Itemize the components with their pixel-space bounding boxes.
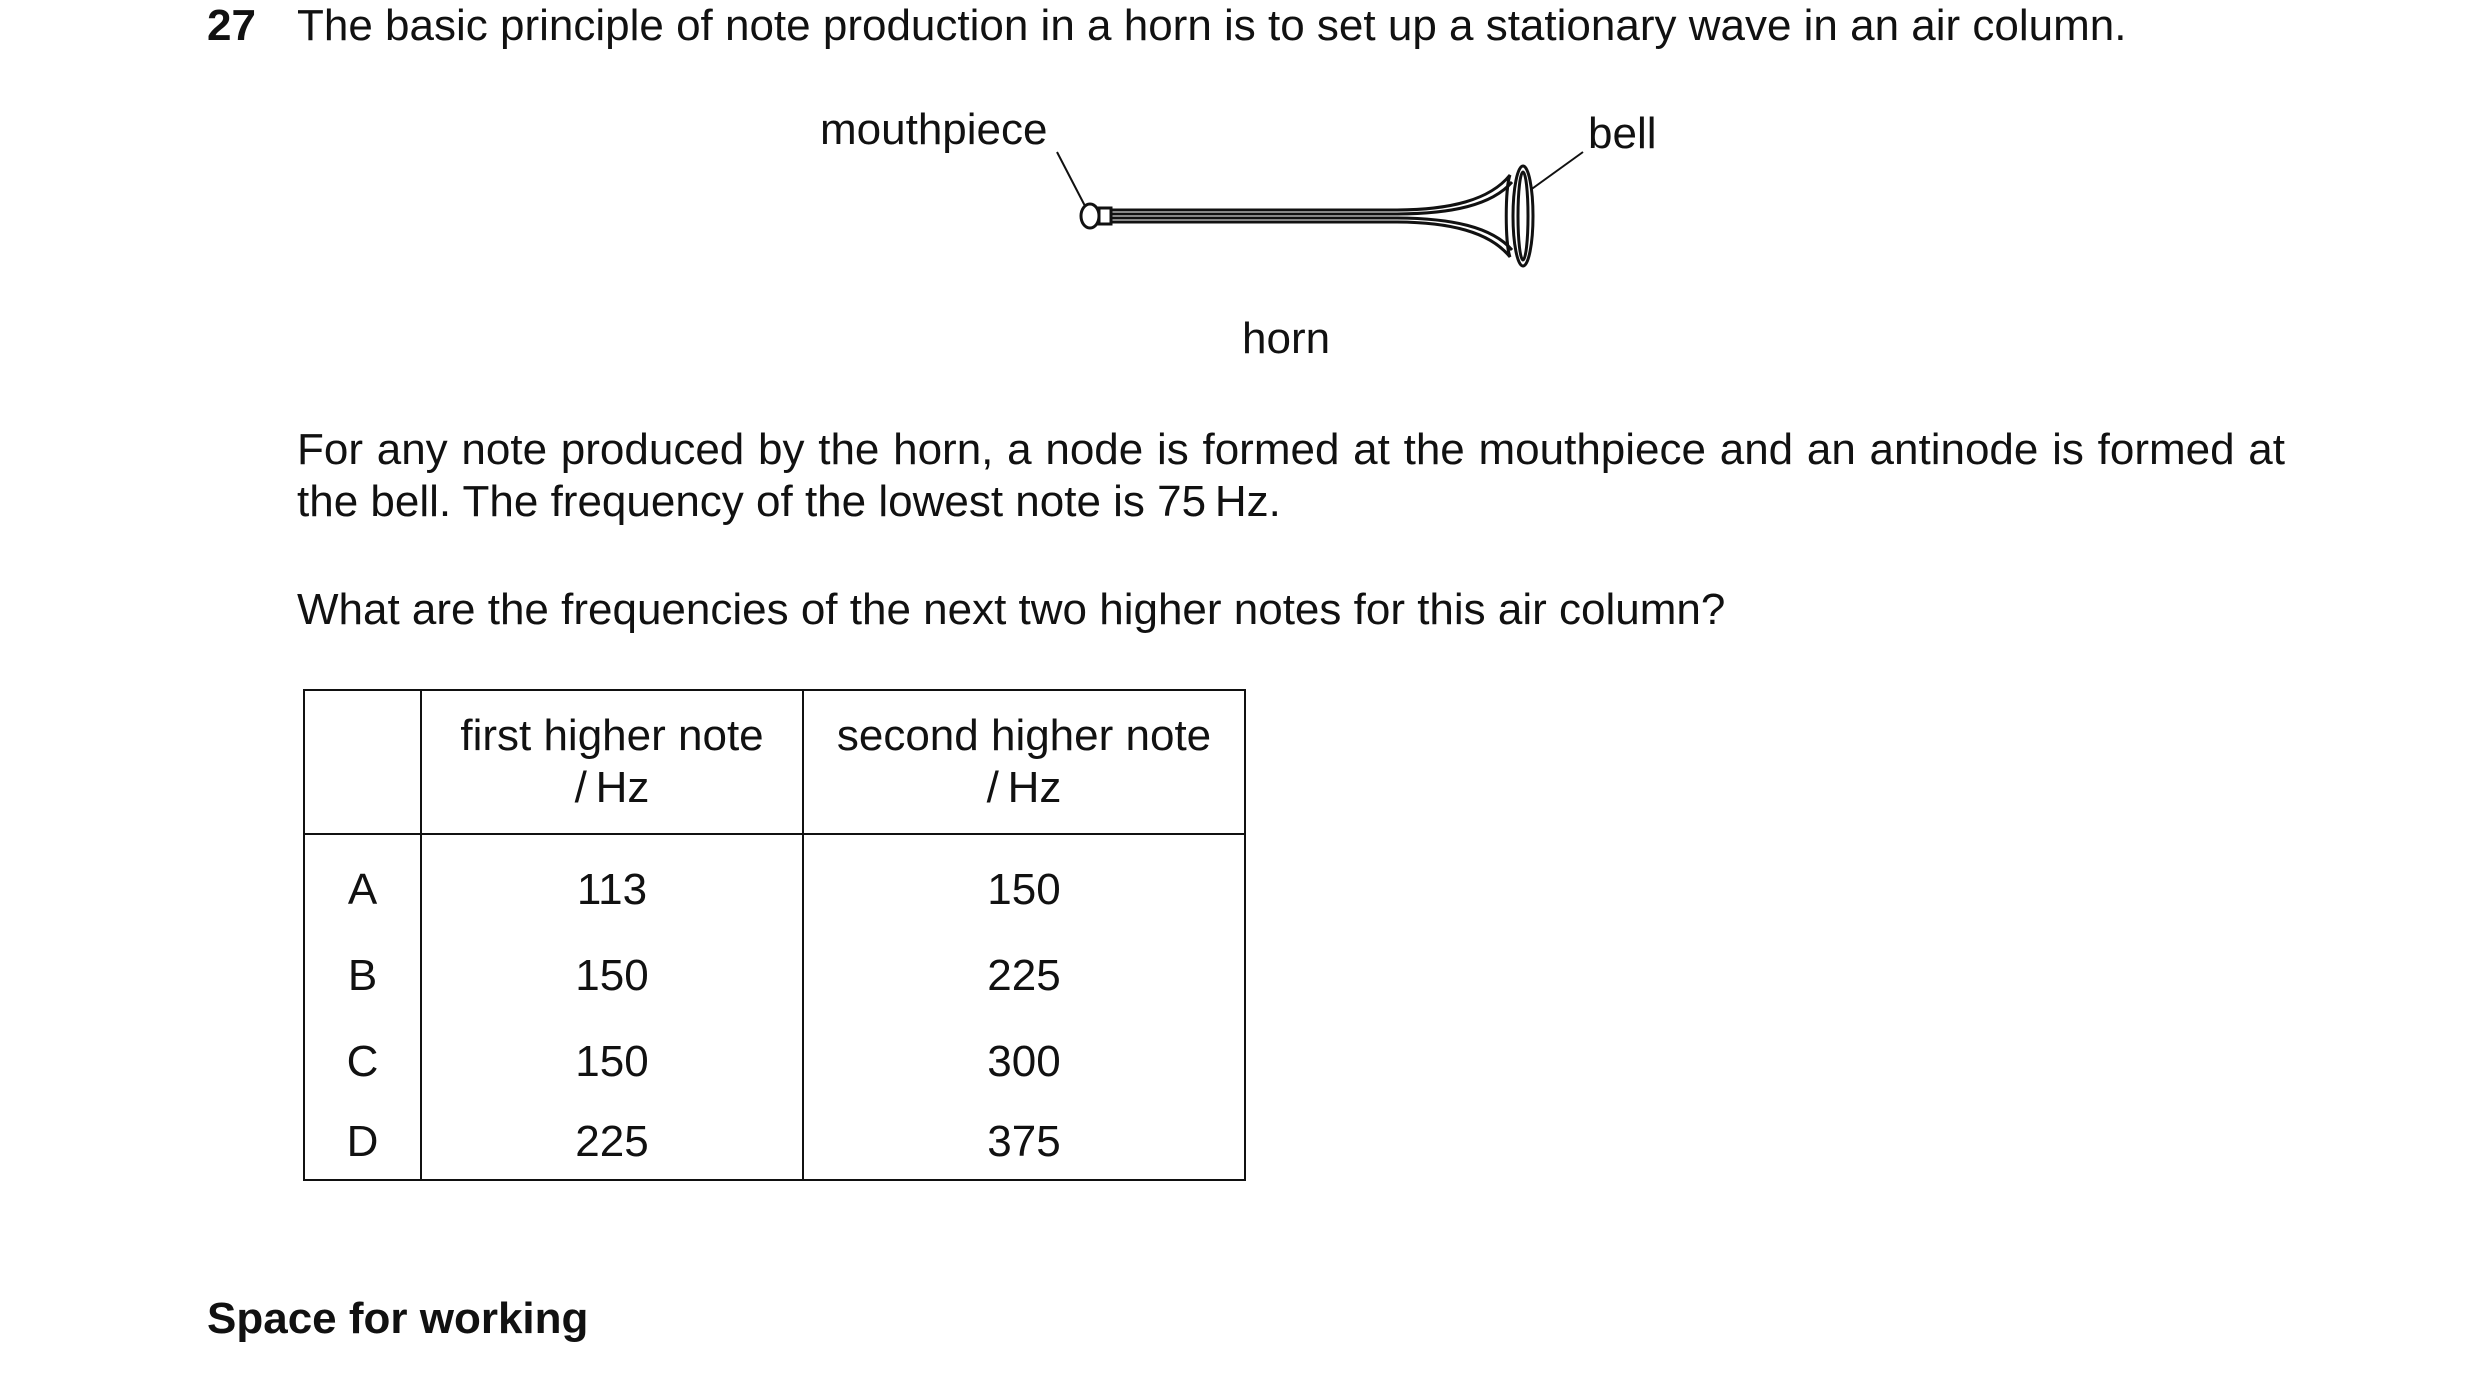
header-second-higher-note	[803, 690, 1245, 834]
second-higher-value: 225	[803, 933, 1245, 1019]
second-higher-value: 375	[803, 1105, 1245, 1180]
second-higher-value: 300	[803, 1019, 1245, 1105]
horn-label: horn	[1242, 314, 1331, 363]
option-letter: B	[304, 933, 421, 1019]
first-higher-value: 113	[421, 834, 803, 933]
second-higher-value: 150	[803, 834, 1245, 933]
first-higher-value: 150	[421, 933, 803, 1019]
space-for-working-label: Space for working	[207, 1294, 589, 1343]
bell-label: bell	[1588, 109, 1657, 158]
horn-drawing	[1057, 152, 1583, 266]
header-first-higher-note	[421, 690, 803, 834]
answer-table	[303, 689, 1246, 1181]
table-row	[304, 1019, 1245, 1105]
header-empty-cell	[304, 690, 421, 834]
option-letter: C	[304, 1019, 421, 1105]
header-second-line1: second higher note	[836, 711, 1212, 760]
table-row	[304, 933, 1245, 1019]
table-row	[304, 834, 1245, 933]
mouthpiece-label: mouthpiece	[820, 105, 1048, 154]
question-text: The basic principle of note production in a horn is to set up a stationary wave in an air column.	[297, 1, 2127, 50]
paragraph-node-antinode: For any note produced by the horn, a node is formed at the mouthpiece and an antinode is formed at the bell. The frequency of the lowest note is 75 Hz.	[297, 425, 2285, 526]
paragraph-question: What are the frequencies of the next two higher notes for this air column?	[297, 585, 1726, 634]
question-number: 27	[207, 1, 256, 50]
first-higher-value: 225	[421, 1105, 803, 1180]
horn-diagram	[0, 0, 2480, 400]
option-letter: D	[304, 1105, 421, 1180]
table-header-row	[304, 690, 1245, 834]
header-second-line2: / Hz	[986, 763, 1062, 812]
table-row	[304, 1105, 1245, 1180]
header-first-line1: first higher note	[460, 711, 764, 760]
header-first-line2: / Hz	[574, 763, 650, 812]
option-letter: A	[304, 834, 421, 933]
first-higher-value: 150	[421, 1019, 803, 1105]
